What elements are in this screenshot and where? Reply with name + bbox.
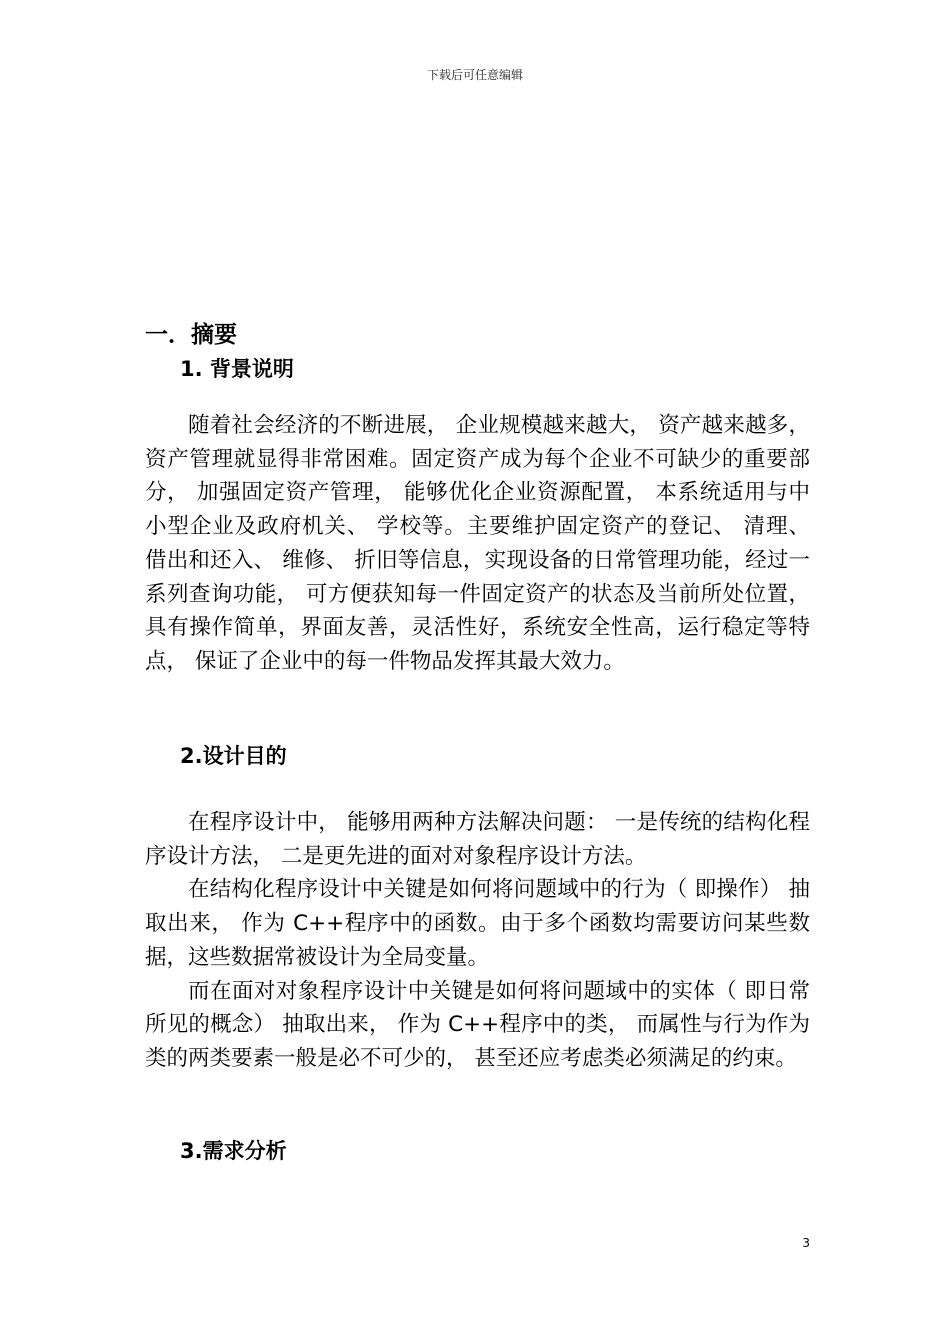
page-number: 3 <box>802 1236 810 1250</box>
page-header-note: 下载后可任意编辑 <box>426 68 523 82</box>
background-paragraph: 随着社会经济的不断进展， 企业规模越来越大， 资产越来越多， 资产管理就显得非常困难。固定资产成为每个企业不可缺少的重要部分， 加强固定资产管理， 能够优化企业资源配置， 本系统适用与中小型企业及政府机关、 学校等。主要维护固定资产的登记、 清理、 借出和还入、 维修、 折旧等信息，实现设备的日常管理功能，经过一系列查询功能， 可方便获知每一件固定资产的状态及当前所处位置，具有操作简单，界面友善，灵活性好，系统安全性高，运行稳定等特点， 保证了企业中的每一件物品发挥其最大效力。 <box>145 413 810 674</box>
design-goal-paragraph-2: 在结构化程序设计中关键是如何将问题域中的行为（ 即操作） 抽取出来， 作为 C++程序中的函数。由于多个函数均需要访问某些数据，这些数据常被设计为全局变量。 <box>145 877 810 970</box>
design-goal-paragraph-1: 在程序设计中， 能够用两种方法解决问题： 一是传统的结构化程序设计方法， 二是更先进的面对对象程序设计方法。 <box>145 810 810 869</box>
section-title-abstract: 一．摘要 <box>145 322 237 348</box>
background-paragraph-block <box>145 409 810 679</box>
design-goal-paragraph-3: 而在面对对象程序设计中关键是如何将问题域中的实体（ 即日常所见的概念） 抽取出来， 作为 C++程序中的类， 而属性与行为作为类的两类要素一般是必不可少的， 甚至还应考虑类必须满足的约束。 <box>145 978 810 1071</box>
subsection-title-background: 1. 背景说明 <box>180 357 294 381</box>
subsection-title-requirements: 3.需求分析 <box>180 1139 287 1163</box>
subsection-title-design-goal: 2.设计目的 <box>180 744 287 768</box>
design-goal-paragraph-block <box>145 806 810 1076</box>
